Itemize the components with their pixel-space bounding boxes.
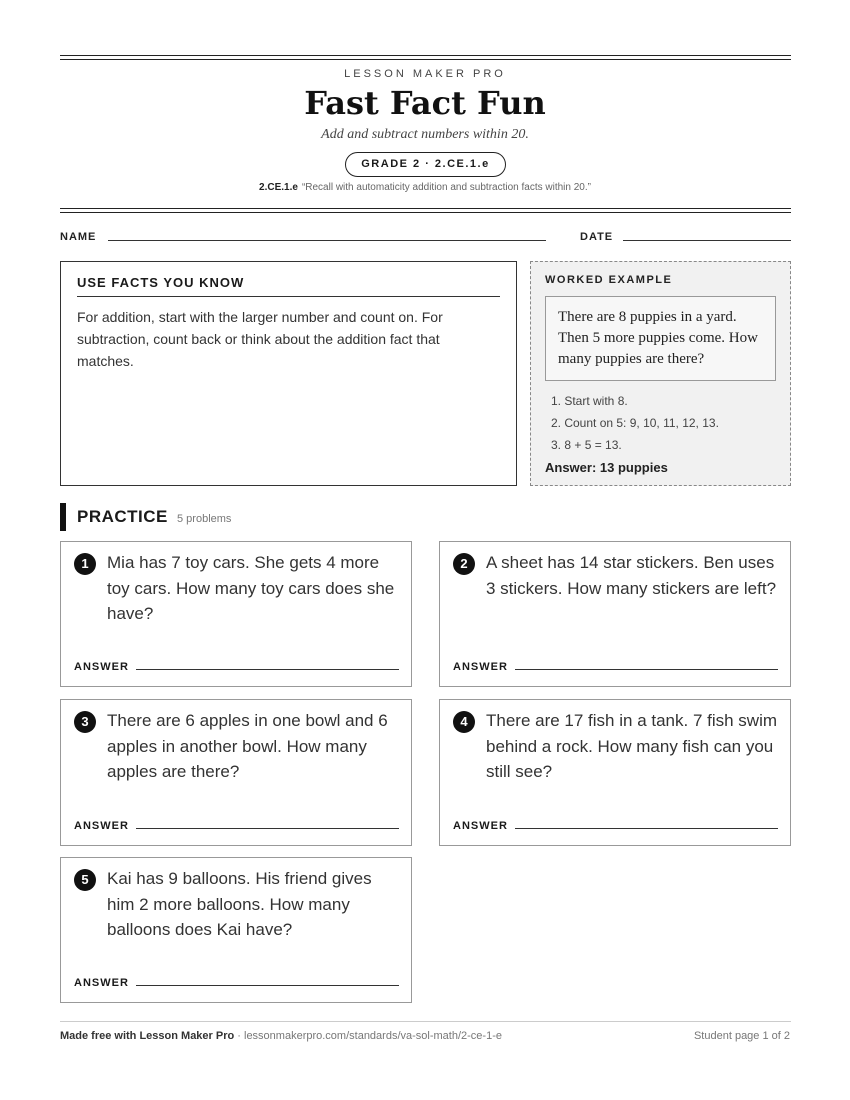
problem-number: 1: [74, 553, 96, 575]
header-bottom-rule: [60, 208, 791, 213]
answer-label: ANSWER: [74, 820, 129, 832]
answer-label: ANSWER: [74, 661, 129, 673]
problem-text: A sheet has 14 star stickers. Ben uses 3 stickers. How many stickers are left?: [486, 553, 777, 598]
worked-example-problem: There are 8 puppies in a yard. Then 5 more puppies come. How many puppies are there?: [545, 296, 776, 381]
problem-card-4: [439, 699, 791, 846]
problem-number: 2: [453, 553, 475, 575]
problem-number: 3: [74, 711, 96, 733]
worked-example-panel: [530, 261, 791, 486]
footer-rule: [60, 1021, 791, 1022]
date-field[interactable]: [623, 240, 791, 241]
footer-url[interactable]: · lessonmakerpro.com/standards/va-sol-math/2-ce-1-e: [234, 1030, 502, 1042]
standard-code: 2.CE.1.e: [259, 182, 298, 193]
grade-badge: GRADE 2 · 2.CE.1.e: [345, 152, 506, 177]
answer-label: ANSWER: [453, 820, 508, 832]
footer-made-with: Made free with Lesson Maker Pro: [60, 1030, 235, 1042]
problem-text: Kai has 9 balloons. His friend gives him 2 more balloons. How many balloons does Kai have?: [107, 869, 372, 939]
facts-panel: [60, 261, 517, 486]
answer-label: ANSWER: [453, 661, 508, 673]
problem-number: 5: [74, 869, 96, 891]
footer-credit: [60, 1030, 502, 1042]
standard-line: [0, 182, 850, 193]
worked-step: 2. Count on 5: 9, 10, 11, 12, 13.: [551, 416, 719, 430]
practice-accent-bar: [60, 503, 66, 531]
problem-text: There are 17 fish in a tank. 7 fish swim behind a rock. How many fish can you still see?: [486, 711, 778, 781]
facts-text: For addition, start with the larger number and count on. For subtraction, count back or think about the addition fact that matches.: [77, 309, 443, 369]
answer-label: ANSWER: [74, 977, 129, 989]
problem-card-3: [60, 699, 412, 846]
answer-field[interactable]: [136, 669, 399, 670]
answer-field[interactable]: [136, 828, 399, 829]
worked-step: 3. 8 + 5 = 13.: [551, 438, 622, 452]
standard-text: “Recall with automaticity addition and subtraction facts within 20.”: [301, 182, 591, 193]
header-top-rule: [60, 55, 791, 60]
name-label: NAME: [60, 231, 97, 243]
footer-page-number: Student page 1 of 2: [693, 1030, 790, 1042]
answer-field[interactable]: [136, 985, 399, 986]
problem-text: There are 6 apples in one bowl and 6 apples in another bowl. How many apples are there?: [107, 711, 388, 781]
practice-title: PRACTICE: [77, 507, 168, 526]
problem-card-5: [60, 857, 412, 1003]
worked-example-steps: [545, 390, 776, 456]
brand-name: LESSON MAKER PRO: [344, 68, 506, 80]
name-field[interactable]: [108, 240, 546, 241]
worked-example-heading: WORKED EXAMPLE: [545, 274, 673, 286]
problem-card-1: [60, 541, 412, 687]
problem-card-2: [439, 541, 791, 687]
worked-example-answer: Answer: 13 puppies: [545, 460, 668, 475]
practice-count: 5 problems: [177, 513, 232, 525]
worksheet-title: Fast Fact Fun: [304, 84, 546, 122]
facts-heading: USE FACTS YOU KNOW: [77, 275, 500, 297]
problem-number: 4: [453, 711, 475, 733]
worked-step: 1. Start with 8.: [551, 394, 628, 408]
answer-field[interactable]: [515, 828, 778, 829]
worksheet-subtitle: Add and subtract numbers within 20.: [321, 127, 529, 142]
date-label: DATE: [580, 231, 614, 243]
answer-field[interactable]: [515, 669, 778, 670]
problem-text: Mia has 7 toy cars. She gets 4 more toy cars. How many toy cars does she have?: [107, 553, 395, 623]
